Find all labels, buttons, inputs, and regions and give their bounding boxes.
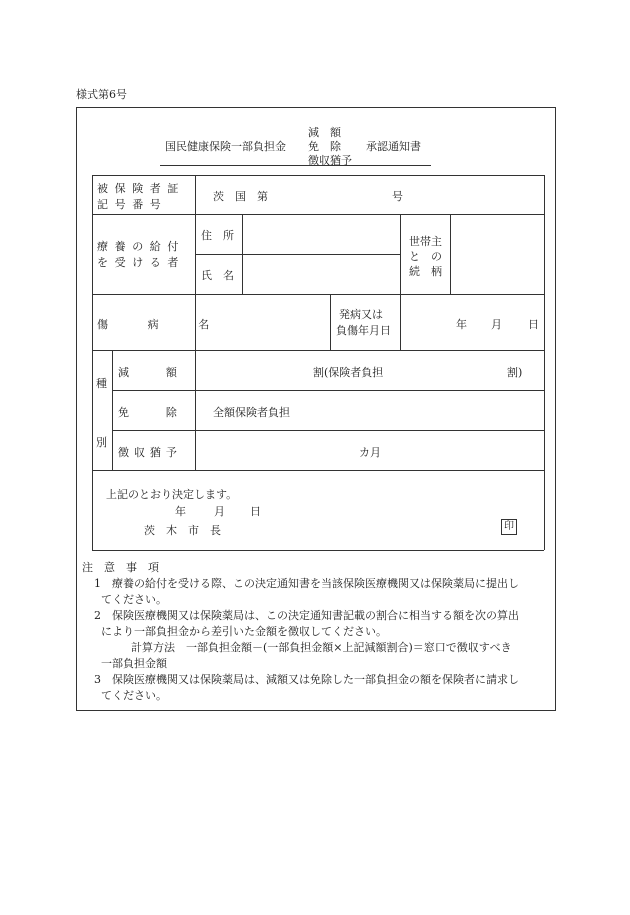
title-main: 国民健康保険一部負担金	[165, 140, 286, 153]
note-3-line-1: 3 保険医療機関又は保険薬局は、減額又は免除した一部負担金の額を保険者に請求し	[94, 673, 519, 686]
form-number: 様式第6号	[76, 88, 127, 101]
note-3-line-2: てください。	[101, 689, 167, 702]
decision-day: 日	[250, 505, 261, 518]
relation-label-3: 続 柄	[409, 265, 442, 278]
category-label-bottom: 別	[96, 436, 107, 449]
title-option-exemption: 免 除	[308, 140, 341, 153]
deferral-content: カ月	[359, 446, 381, 459]
title-suffix: 承認通知書	[366, 140, 421, 153]
exemption-label: 免 除	[118, 406, 182, 419]
insured-id-suffix: 号	[392, 190, 403, 203]
onset-day: 日	[528, 318, 539, 331]
relation-label-2: と の	[409, 250, 442, 263]
note-2-formula: 計算方法 一部負担金額－(一部負担金額×上記減額割合)＝窓口で徴収すべき	[131, 641, 512, 654]
note-2-line-1: 2 保険医療機関又は保険薬局は、この決定通知書記載の割合に相当する額を次の算出	[94, 609, 519, 622]
reduction-label: 減 額	[118, 366, 182, 379]
illness-label: 傷 病 名	[97, 318, 224, 331]
onset-label-2: 負傷年月日	[336, 324, 391, 337]
decision-year: 年	[175, 505, 186, 518]
onset-month: 月	[491, 318, 502, 331]
exemption-content: 全額保険者負担	[213, 406, 290, 419]
category-label-top: 種	[96, 377, 107, 390]
recipient-label-2: を受ける者	[97, 256, 185, 269]
decision-text: 上記のとおり決定します。	[106, 488, 238, 501]
table-bottom-border	[92, 550, 544, 551]
insured-id-label-2: 記号番号	[97, 198, 168, 211]
note-2-line-2: により一部負担金から差引いた金額を徴収してください。	[101, 625, 387, 638]
table-top-border	[92, 175, 544, 176]
title-option-deferral: 徴収猶予	[308, 154, 352, 167]
reduction-content: 割(保険者負担	[313, 366, 384, 379]
table-left-border	[92, 175, 93, 550]
note-2-formula-2: 一部負担金額	[101, 657, 167, 670]
onset-year: 年	[456, 318, 467, 331]
note-1-line-1: 1 療養の給付を受ける際、この決定通知書を当該保険医療機関又は保険薬局に提出し	[94, 577, 519, 590]
notes-heading: 注 意 事 項	[82, 561, 159, 574]
name-label: 氏 名	[201, 269, 234, 282]
address-label: 住 所	[201, 229, 234, 242]
table-right-border	[544, 175, 545, 550]
reduction-content-end: 割)	[507, 366, 523, 379]
issuer: 茨 木 市 長	[144, 524, 221, 537]
onset-label-1: 発病又は	[339, 308, 383, 321]
decision-month: 月	[214, 505, 225, 518]
recipient-label-1: 療養の給付	[97, 240, 185, 253]
relation-label-1: 世帯主	[409, 235, 442, 248]
title-option-reduction: 減 額	[308, 126, 341, 139]
title-underline	[160, 165, 431, 166]
deferral-label: 徴収猶予	[118, 446, 182, 459]
insured-id-label-1: 被保険者証	[97, 182, 185, 195]
insured-id-prefix: 茨 国 第	[213, 190, 268, 203]
note-1-line-2: てください。	[101, 593, 167, 606]
seal-mark: 印	[501, 519, 517, 535]
